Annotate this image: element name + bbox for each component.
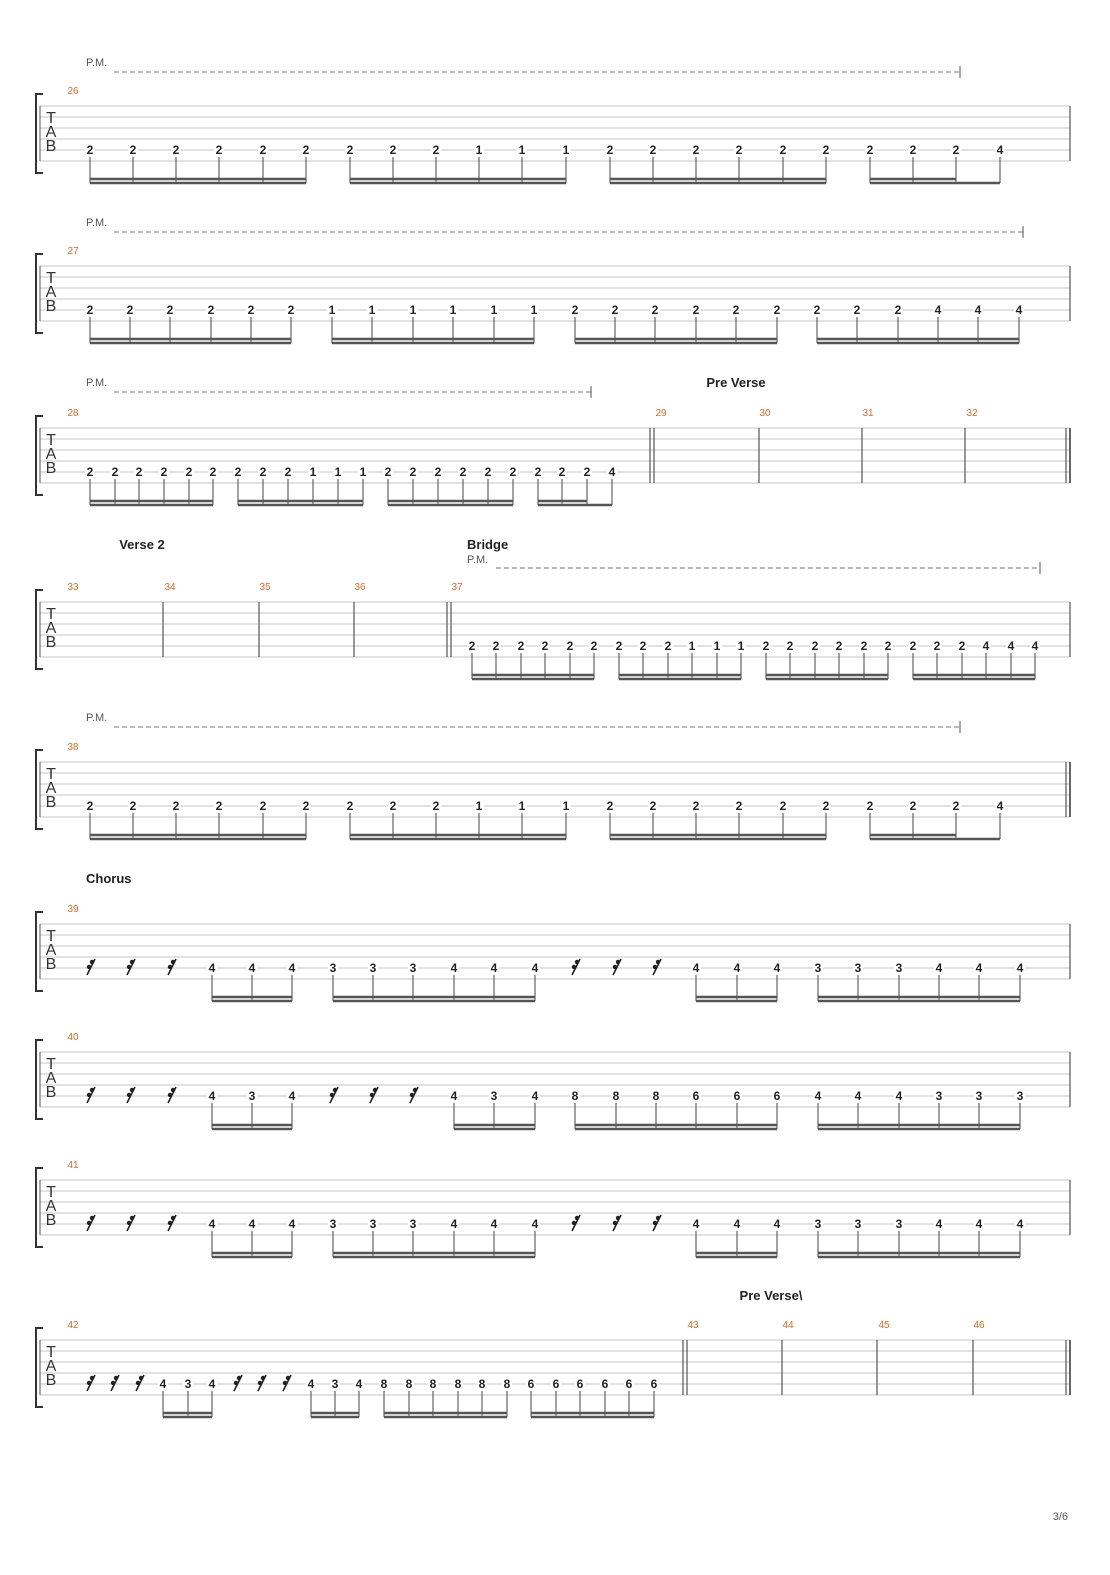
- fret-number: 2: [735, 143, 743, 157]
- palm-mute-label: P.M.: [86, 57, 108, 69]
- measure-number: 30: [759, 408, 771, 419]
- fret-number: 6: [692, 1089, 700, 1103]
- fret-number: 4: [450, 961, 458, 975]
- fret-number: 2: [853, 303, 861, 317]
- tab-clef-letter: T: [46, 432, 56, 449]
- measure-number: 40: [67, 1032, 79, 1043]
- fret-number: 4: [531, 961, 539, 975]
- fret-number: 4: [773, 961, 781, 975]
- fret-number: 2: [459, 465, 467, 479]
- fret-number: 2: [247, 303, 255, 317]
- palm-mute-label: P.M.: [86, 712, 108, 724]
- fret-number: 2: [129, 799, 137, 813]
- fret-number: 3: [329, 961, 337, 975]
- fret-number: 3: [331, 1377, 339, 1391]
- fret-number: 4: [934, 303, 942, 317]
- fret-number: 4: [814, 1089, 822, 1103]
- fret-number: 2: [779, 799, 787, 813]
- measure-number: 38: [67, 742, 79, 753]
- fret-number: 3: [248, 1089, 256, 1103]
- sixteenth-rest: [653, 1215, 661, 1231]
- sixteenth-rest: [87, 1215, 95, 1231]
- fret-number: 2: [909, 639, 917, 653]
- fret-number: 2: [302, 799, 310, 813]
- palm-mute-label: P.M.: [467, 554, 489, 566]
- tab-clef-letter: T: [46, 1344, 56, 1361]
- fret-number: 2: [894, 303, 902, 317]
- fret-number: 2: [166, 303, 174, 317]
- fret-number: 8: [429, 1377, 437, 1391]
- tab-clef-letter: A: [45, 1358, 57, 1375]
- fret-number: 2: [583, 465, 591, 479]
- fret-number: 4: [307, 1377, 315, 1391]
- fret-number: 2: [434, 465, 442, 479]
- fret-number: 2: [541, 639, 549, 653]
- tab-clef-letter: B: [45, 794, 57, 811]
- section-label: Chorus: [86, 871, 132, 886]
- fret-number: 4: [975, 961, 983, 975]
- tab-clef-letter: T: [46, 1056, 56, 1073]
- fret-number: 2: [732, 303, 740, 317]
- sixteenth-rest: [572, 959, 580, 975]
- tab-system: [36, 57, 1070, 183]
- sixteenth-rest: [111, 1375, 119, 1391]
- fret-number: 4: [692, 961, 700, 975]
- fret-number: 4: [450, 1089, 458, 1103]
- fret-number: 4: [773, 1217, 781, 1231]
- fret-number: 2: [611, 303, 619, 317]
- fret-number: 2: [517, 639, 525, 653]
- fret-number: 4: [733, 1217, 741, 1231]
- fret-number: 1: [688, 639, 696, 653]
- fret-number: 2: [302, 143, 310, 157]
- sixteenth-rest: [127, 1087, 135, 1103]
- fret-number: 2: [692, 799, 700, 813]
- fret-number: 2: [779, 143, 787, 157]
- fret-number: 3: [490, 1089, 498, 1103]
- tab-clef-letter: T: [46, 1184, 56, 1201]
- fret-number: 6: [625, 1377, 633, 1391]
- measure-number: 43: [687, 1320, 699, 1331]
- tab-clef-letter: B: [45, 298, 57, 315]
- sixteenth-rest: [234, 1375, 242, 1391]
- tab-clef-letter: A: [45, 124, 57, 141]
- fret-number: 8: [478, 1377, 486, 1391]
- fret-number: 2: [86, 799, 94, 813]
- fret-number: 2: [664, 639, 672, 653]
- palm-mute-label: P.M.: [86, 377, 108, 389]
- fret-number: 2: [811, 639, 819, 653]
- fret-number: 2: [692, 303, 700, 317]
- fret-number: 2: [692, 143, 700, 157]
- fret-number: 4: [692, 1217, 700, 1231]
- fret-number: 1: [328, 303, 336, 317]
- tab-clef-letter: T: [46, 766, 56, 783]
- sixteenth-rest: [87, 1375, 95, 1391]
- fret-number: 3: [409, 1217, 417, 1231]
- tab-system: [36, 1160, 1070, 1257]
- fret-number: 8: [612, 1089, 620, 1103]
- sixteenth-rest: [127, 959, 135, 975]
- fret-number: 2: [606, 799, 614, 813]
- fret-number: 6: [733, 1089, 741, 1103]
- fret-number: 2: [346, 143, 354, 157]
- fret-number: 4: [248, 1217, 256, 1231]
- fret-number: 2: [649, 143, 657, 157]
- fret-number: 2: [160, 465, 168, 479]
- fret-number: 2: [606, 143, 614, 157]
- tab-clef-letter: T: [46, 270, 56, 287]
- fret-number: 1: [334, 465, 342, 479]
- fret-number: 2: [185, 465, 193, 479]
- section-label: Pre Verse\: [739, 1288, 803, 1303]
- fret-number: 2: [86, 143, 94, 157]
- fret-number: 4: [1007, 639, 1015, 653]
- fret-number: 2: [615, 639, 623, 653]
- fret-number: 2: [259, 465, 267, 479]
- tab-clef-letter: A: [45, 284, 57, 301]
- fret-number: 3: [184, 1377, 192, 1391]
- fret-number: 2: [409, 465, 417, 479]
- fret-number: 2: [786, 639, 794, 653]
- measure-number: 37: [451, 582, 463, 593]
- fret-number: 4: [248, 961, 256, 975]
- fret-number: 4: [288, 961, 296, 975]
- measure-number: 32: [966, 408, 978, 419]
- fret-number: 6: [527, 1377, 535, 1391]
- sixteenth-rest: [410, 1087, 418, 1103]
- tab-clef-letter: T: [46, 928, 56, 945]
- fret-number: 4: [854, 1089, 862, 1103]
- fret-number: 2: [389, 143, 397, 157]
- fret-number: 4: [895, 1089, 903, 1103]
- measure-number: 44: [782, 1320, 794, 1331]
- fret-number: 1: [449, 303, 457, 317]
- section-label: Pre Verse: [706, 375, 766, 390]
- fret-number: 2: [284, 465, 292, 479]
- fret-number: 1: [475, 799, 483, 813]
- fret-number: 4: [288, 1089, 296, 1103]
- fret-number: 2: [952, 143, 960, 157]
- measure-number: 39: [67, 904, 79, 915]
- page-number: 3/6: [1052, 1511, 1068, 1523]
- fret-number: 2: [389, 799, 397, 813]
- fret-number: 2: [952, 799, 960, 813]
- fret-number: 3: [895, 961, 903, 975]
- tab-system: [36, 217, 1070, 343]
- tab-system: [36, 1288, 1070, 1417]
- fret-number: 4: [208, 1217, 216, 1231]
- tab-system: [36, 537, 1070, 679]
- fret-number: 2: [172, 799, 180, 813]
- fret-number: 4: [1031, 639, 1039, 653]
- sixteenth-rest: [168, 1087, 176, 1103]
- fret-number: 2: [835, 639, 843, 653]
- fret-number: 4: [208, 1089, 216, 1103]
- fret-number: 2: [958, 639, 966, 653]
- sixteenth-rest: [370, 1087, 378, 1103]
- fret-number: 2: [384, 465, 392, 479]
- fret-number: 4: [531, 1217, 539, 1231]
- fret-number: 2: [432, 143, 440, 157]
- sixteenth-rest: [87, 959, 95, 975]
- fret-number: 2: [468, 639, 476, 653]
- fret-number: 2: [884, 639, 892, 653]
- tab-clef-letter: B: [45, 956, 57, 973]
- fret-number: 1: [562, 799, 570, 813]
- tab-system: [36, 712, 1070, 839]
- fret-number: 2: [207, 303, 215, 317]
- fret-number: 2: [822, 143, 830, 157]
- fret-number: 2: [346, 799, 354, 813]
- fret-number: 1: [518, 799, 526, 813]
- tab-clef-letter: A: [45, 446, 57, 463]
- fret-number: 1: [309, 465, 317, 479]
- fret-number: 3: [369, 961, 377, 975]
- fret-number: 2: [129, 143, 137, 157]
- fret-number: 2: [649, 799, 657, 813]
- fret-number: 2: [822, 799, 830, 813]
- measure-number: 36: [354, 582, 366, 593]
- fret-number: 3: [935, 1089, 943, 1103]
- fret-number: 2: [209, 465, 217, 479]
- tab-clef-letter: B: [45, 138, 57, 155]
- fret-number: 1: [475, 143, 483, 157]
- fret-number: 8: [380, 1377, 388, 1391]
- tab-system: [36, 1032, 1070, 1129]
- sixteenth-rest: [613, 1215, 621, 1231]
- sixteenth-rest: [330, 1087, 338, 1103]
- fret-number: 4: [733, 961, 741, 975]
- fret-number: 6: [773, 1089, 781, 1103]
- measure-number: 46: [973, 1320, 985, 1331]
- fret-number: 2: [215, 143, 223, 157]
- sixteenth-rest: [613, 959, 621, 975]
- fret-number: 2: [215, 799, 223, 813]
- measure-number: 41: [67, 1160, 79, 1171]
- fret-number: 4: [974, 303, 982, 317]
- tab-clef-letter: A: [45, 942, 57, 959]
- measure-number: 31: [862, 408, 874, 419]
- fret-number: 6: [601, 1377, 609, 1391]
- fret-number: 4: [208, 1377, 216, 1391]
- fret-number: 4: [996, 143, 1004, 157]
- fret-number: 4: [996, 799, 1004, 813]
- fret-number: 4: [982, 639, 990, 653]
- tab-clef-letter: B: [45, 1212, 57, 1229]
- fret-number: 1: [737, 639, 745, 653]
- tab-clef-letter: T: [46, 606, 56, 623]
- tab-clef-letter: B: [45, 634, 57, 651]
- fret-number: 3: [409, 961, 417, 975]
- fret-number: 2: [558, 465, 566, 479]
- fret-number: 4: [159, 1377, 167, 1391]
- fret-number: 3: [854, 1217, 862, 1231]
- sixteenth-rest: [572, 1215, 580, 1231]
- fret-number: 2: [287, 303, 295, 317]
- section-label: Bridge: [467, 537, 509, 552]
- fret-number: 6: [552, 1377, 560, 1391]
- measure-number: 29: [655, 408, 667, 419]
- tab-clef-letter: B: [45, 460, 57, 477]
- fret-number: 4: [450, 1217, 458, 1231]
- fret-number: 2: [909, 143, 917, 157]
- fret-number: 1: [562, 143, 570, 157]
- tab-clef-letter: A: [45, 1198, 57, 1215]
- fret-number: 2: [172, 143, 180, 157]
- fret-number: 2: [111, 465, 119, 479]
- tab-system: [36, 375, 1070, 505]
- fret-number: 2: [86, 303, 94, 317]
- fret-number: 8: [405, 1377, 413, 1391]
- fret-number: 3: [1016, 1089, 1024, 1103]
- fret-number: 4: [208, 961, 216, 975]
- measure-number: 34: [164, 582, 176, 593]
- fret-number: 3: [854, 961, 862, 975]
- fret-number: 2: [866, 799, 874, 813]
- measure-number: 28: [67, 408, 79, 419]
- sixteenth-rest: [127, 1215, 135, 1231]
- fret-number: 2: [773, 303, 781, 317]
- fret-number: 2: [571, 303, 579, 317]
- measure-number: 35: [259, 582, 271, 593]
- sixteenth-rest: [653, 959, 661, 975]
- fret-number: 3: [814, 961, 822, 975]
- fret-number: 2: [866, 143, 874, 157]
- fret-number: 2: [566, 639, 574, 653]
- measure-number: 27: [67, 246, 79, 257]
- measure-number: 26: [67, 86, 79, 97]
- palm-mute-label: P.M.: [86, 217, 108, 229]
- fret-number: 8: [454, 1377, 462, 1391]
- fret-number: 8: [503, 1377, 511, 1391]
- fret-number: 4: [355, 1377, 363, 1391]
- fret-number: 2: [909, 799, 917, 813]
- fret-number: 3: [814, 1217, 822, 1231]
- fret-number: 2: [735, 799, 743, 813]
- fret-number: 4: [935, 961, 943, 975]
- fret-number: 1: [713, 639, 721, 653]
- fret-number: 1: [518, 143, 526, 157]
- tab-clef-letter: A: [45, 780, 57, 797]
- tab-clef-letter: B: [45, 1084, 57, 1101]
- fret-number: 2: [86, 465, 94, 479]
- fret-number: 6: [650, 1377, 658, 1391]
- fret-number: 3: [895, 1217, 903, 1231]
- tab-system: [36, 871, 1070, 1001]
- tab-clef-letter: B: [45, 1372, 57, 1389]
- fret-number: 2: [126, 303, 134, 317]
- fret-number: 1: [359, 465, 367, 479]
- fret-number: 2: [509, 465, 517, 479]
- fret-number: 3: [329, 1217, 337, 1231]
- sixteenth-rest: [136, 1375, 144, 1391]
- fret-number: 2: [651, 303, 659, 317]
- section-label: Verse 2: [119, 537, 165, 552]
- fret-number: 1: [490, 303, 498, 317]
- fret-number: 2: [492, 639, 500, 653]
- fret-number: 4: [490, 961, 498, 975]
- fret-number: 2: [259, 143, 267, 157]
- fret-number: 2: [259, 799, 267, 813]
- fret-number: 4: [608, 465, 616, 479]
- fret-number: 4: [975, 1217, 983, 1231]
- sixteenth-rest: [168, 1215, 176, 1231]
- fret-number: 2: [933, 639, 941, 653]
- fret-number: 2: [534, 465, 542, 479]
- tab-clef-letter: A: [45, 1070, 57, 1087]
- sixteenth-rest: [87, 1087, 95, 1103]
- fret-number: 2: [484, 465, 492, 479]
- fret-number: 4: [490, 1217, 498, 1231]
- fret-number: 1: [409, 303, 417, 317]
- fret-number: 2: [639, 639, 647, 653]
- fret-number: 2: [135, 465, 143, 479]
- sixteenth-rest: [258, 1375, 266, 1391]
- fret-number: 2: [762, 639, 770, 653]
- fret-number: 8: [652, 1089, 660, 1103]
- fret-number: 2: [234, 465, 242, 479]
- fret-number: 2: [860, 639, 868, 653]
- measure-number: 42: [67, 1320, 79, 1331]
- measure-number: 33: [67, 582, 79, 593]
- fret-number: 4: [1016, 961, 1024, 975]
- fret-number: 4: [531, 1089, 539, 1103]
- tab-clef-letter: T: [46, 110, 56, 127]
- fret-number: 4: [1015, 303, 1023, 317]
- sixteenth-rest: [283, 1375, 291, 1391]
- fret-number: 2: [813, 303, 821, 317]
- fret-number: 8: [571, 1089, 579, 1103]
- fret-number: 4: [1016, 1217, 1024, 1231]
- measure-number: 45: [878, 1320, 890, 1331]
- tab-clef-letter: A: [45, 620, 57, 637]
- fret-number: 2: [432, 799, 440, 813]
- fret-number: 4: [935, 1217, 943, 1231]
- fret-number: 1: [368, 303, 376, 317]
- fret-number: 4: [288, 1217, 296, 1231]
- fret-number: 6: [576, 1377, 584, 1391]
- sixteenth-rest: [168, 959, 176, 975]
- fret-number: 2: [590, 639, 598, 653]
- fret-number: 3: [975, 1089, 983, 1103]
- fret-number: 1: [530, 303, 538, 317]
- fret-number: 3: [369, 1217, 377, 1231]
